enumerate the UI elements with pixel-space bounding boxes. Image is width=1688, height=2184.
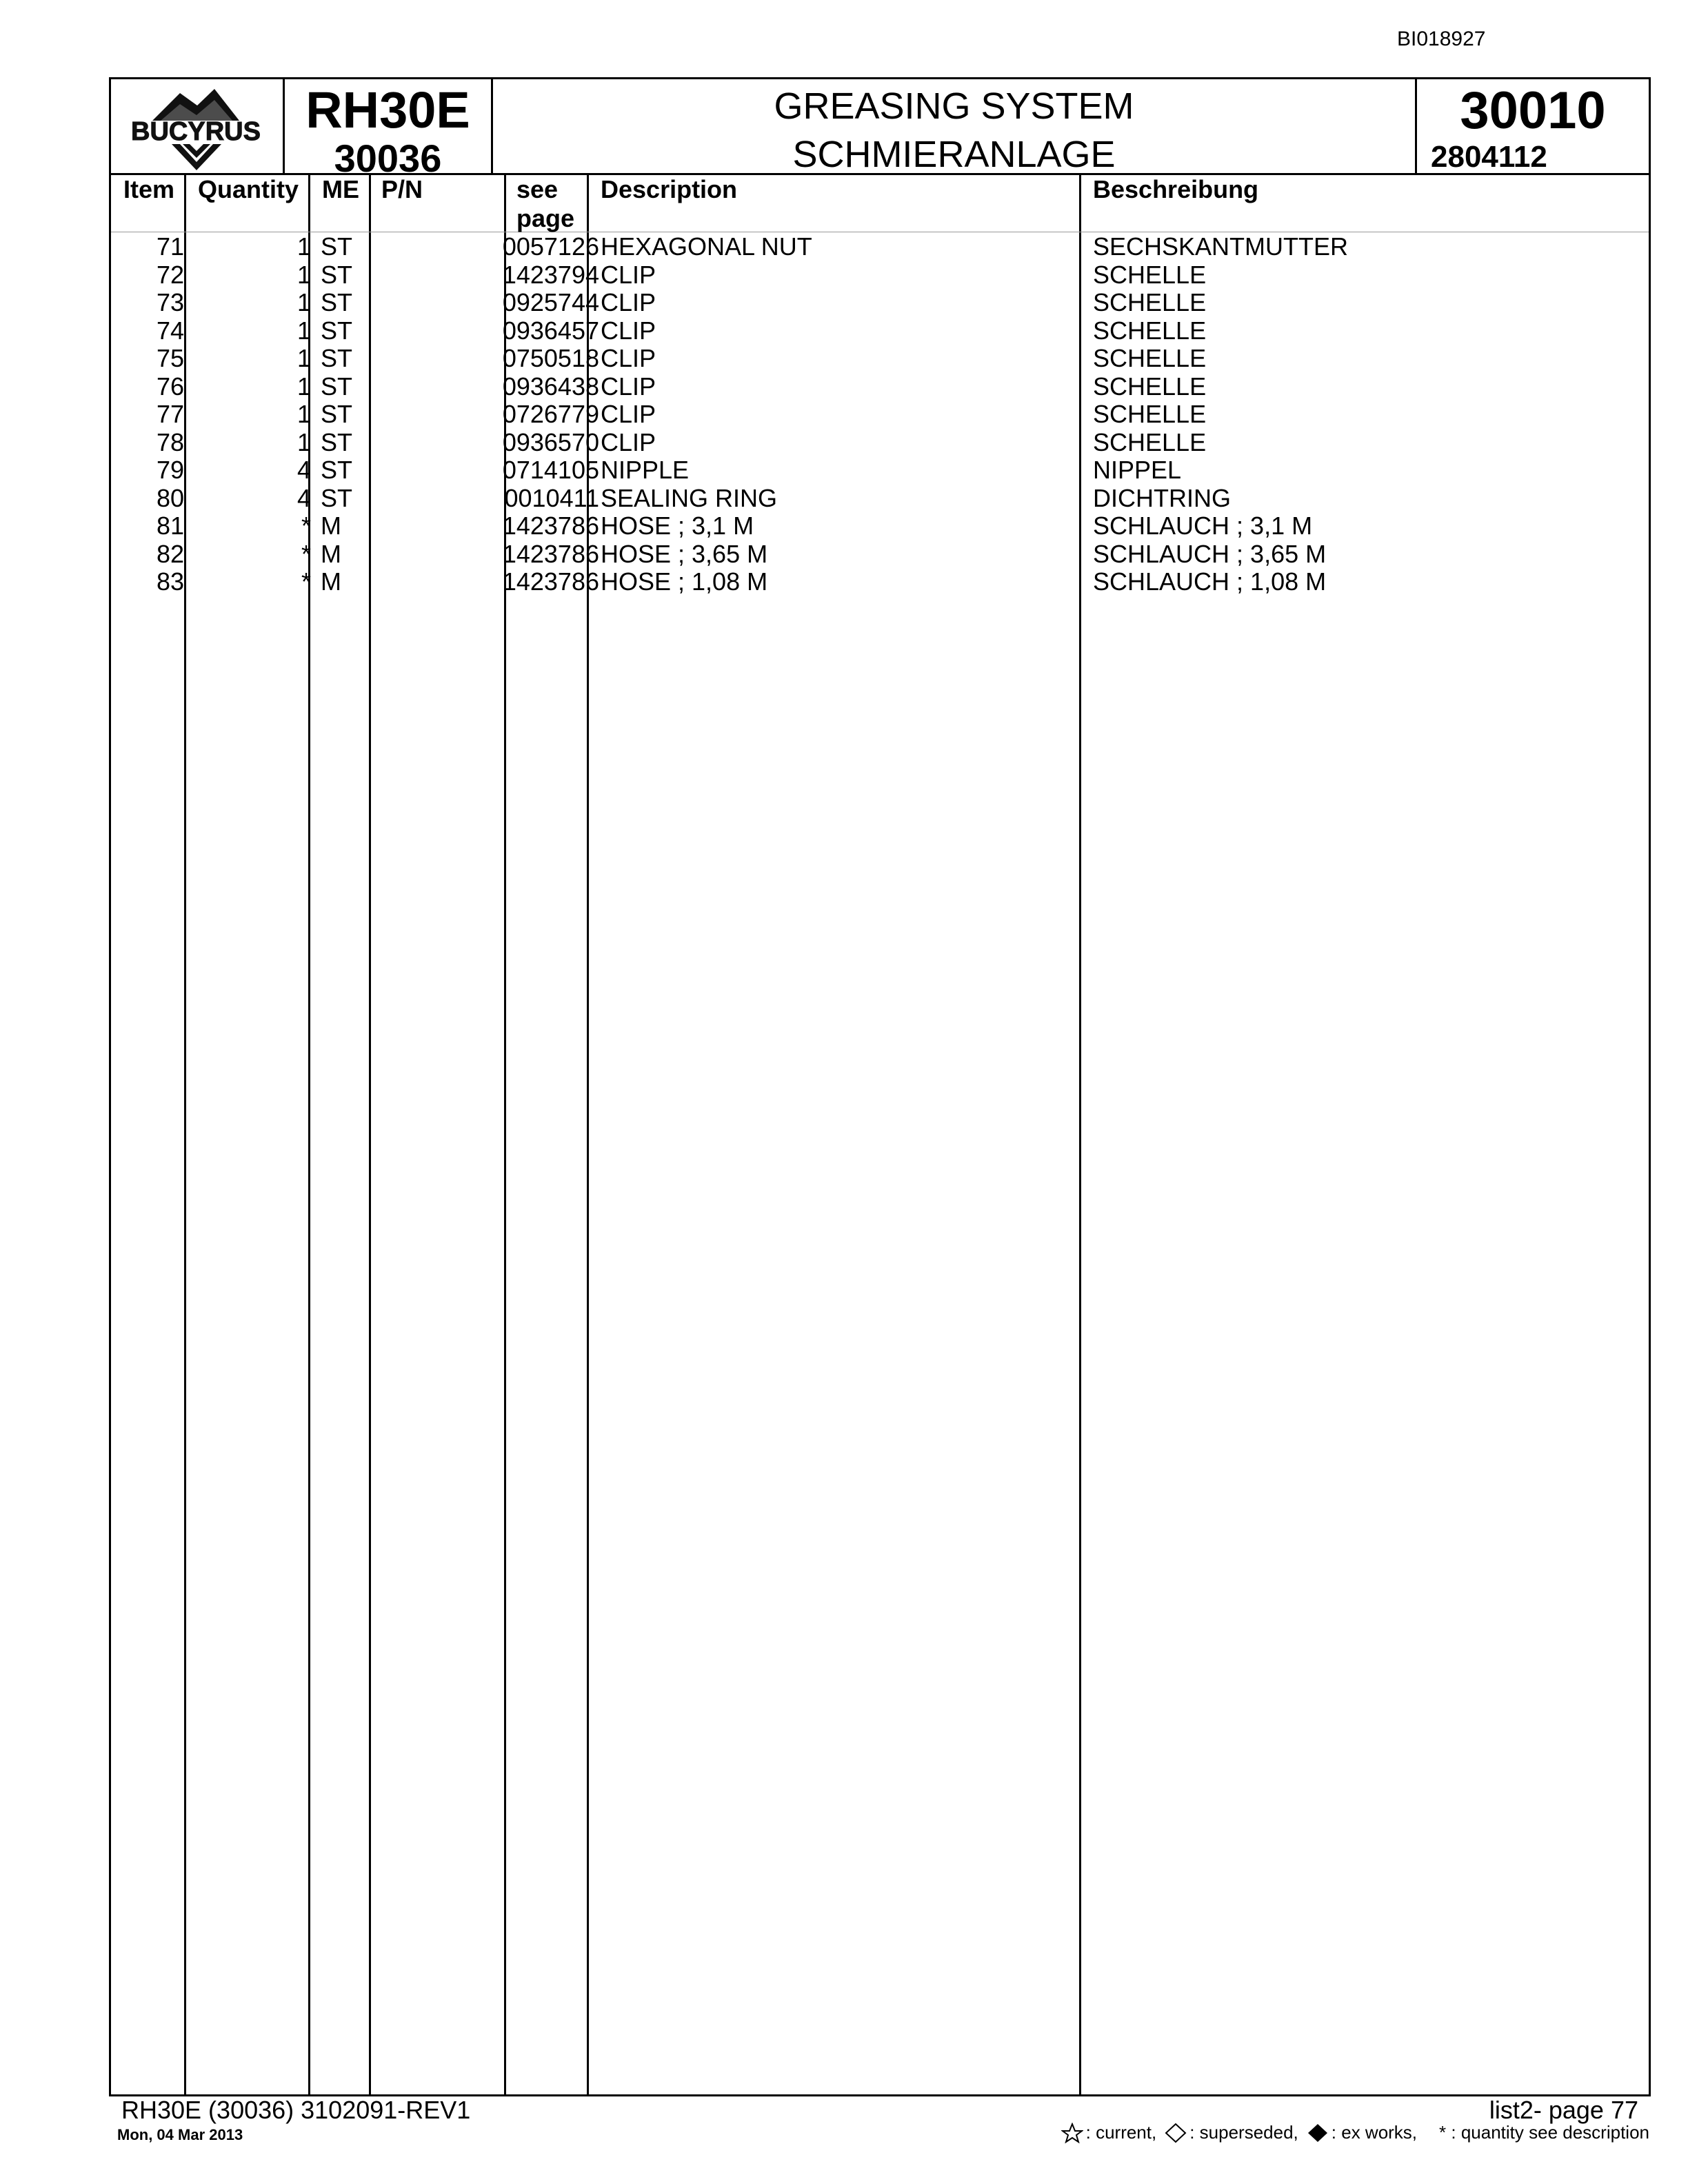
- cell-quantity: *: [301, 539, 311, 568]
- cell-beschreibung: SCHELLE: [1093, 427, 1207, 456]
- diamond-outline-icon: [1165, 2123, 1187, 2143]
- cell-item: 83: [156, 567, 184, 596]
- cell-item: 81: [156, 512, 184, 540]
- legend-current: : current,: [1085, 2122, 1157, 2143]
- cell-part-number: 0936438: [502, 372, 599, 401]
- cell-description: SEALING RING: [601, 483, 778, 512]
- cell-quantity: 1: [297, 400, 311, 428]
- cell-quantity: 1: [297, 316, 311, 345]
- cell-description: CLIP: [601, 260, 656, 289]
- footer-legend: [1061, 2122, 1649, 2143]
- cell-part-number: 1423786: [502, 567, 599, 596]
- cell-part-number: 0936570: [502, 427, 599, 456]
- model-number: RH30E: [305, 81, 470, 139]
- assembly-part-number: 2804112: [1431, 140, 1547, 174]
- column-header-item: Item: [123, 175, 175, 203]
- cell-description: NIPPLE: [601, 456, 690, 484]
- cell-part-number: 0936457: [502, 316, 599, 345]
- cell-item: 71: [156, 232, 184, 261]
- cell-description: HOSE ; 3,1 M: [601, 512, 754, 540]
- cell-me: ST: [321, 344, 353, 372]
- cell-item: 75: [156, 344, 184, 372]
- title-english: GREASING SYSTEM: [774, 85, 1134, 127]
- cell-quantity: *: [301, 512, 311, 540]
- svg-text:BUCYRUS: BUCYRUS: [131, 117, 261, 146]
- cell-description: CLIP: [601, 400, 656, 428]
- cell-quantity: 4: [297, 456, 311, 484]
- table-row: [111, 289, 1649, 317]
- cell-part-number: 1423786: [502, 512, 599, 540]
- group-number: 30010: [1460, 81, 1606, 140]
- column-header-description: Description: [601, 175, 738, 203]
- model-cell: [285, 79, 493, 180]
- cell-item: 76: [156, 372, 184, 401]
- table-row: [111, 429, 1649, 457]
- cell-part-number: 0057126: [502, 232, 599, 261]
- cell-beschreibung: SCHELLE: [1093, 260, 1207, 289]
- cell-beschreibung: DICHTRING: [1093, 483, 1231, 512]
- cell-quantity: 1: [297, 232, 311, 261]
- diamond-filled-icon: [1307, 2123, 1329, 2143]
- column-header-pn: P/N: [381, 175, 423, 203]
- table-row: [111, 456, 1649, 485]
- table-row: [111, 373, 1649, 401]
- cell-beschreibung: SCHLAUCH ; 3,1 M: [1093, 512, 1313, 540]
- cell-description: CLIP: [601, 316, 656, 345]
- document-code: BI018927: [1397, 28, 1486, 50]
- cell-me: ST: [321, 316, 353, 345]
- column-header-me: ME: [322, 175, 359, 203]
- table-row: [111, 233, 1649, 261]
- cell-description: CLIP: [601, 372, 656, 401]
- cell-beschreibung: SCHELLE: [1093, 372, 1207, 401]
- cell-me: ST: [321, 288, 353, 316]
- group-number-cell: [1417, 79, 1649, 173]
- parts-table: [109, 174, 1651, 2096]
- cell-item: 72: [156, 260, 184, 289]
- cell-quantity: 1: [297, 427, 311, 456]
- table-row: [111, 401, 1649, 429]
- column-header-see-page: [516, 175, 574, 233]
- legend-quantity: * : quantity see description: [1439, 2122, 1649, 2143]
- column-header-page: page: [516, 204, 575, 232]
- cell-item: 74: [156, 316, 184, 345]
- cell-beschreibung: SCHELLE: [1093, 288, 1207, 316]
- cell-item: 78: [156, 427, 184, 456]
- footer-date: Mon, 04 Mar 2013: [117, 2126, 243, 2143]
- table-row: [111, 540, 1649, 569]
- column-header-see: see: [516, 175, 559, 203]
- cell-description: HOSE ; 1,08 M: [601, 567, 768, 596]
- cell-me: ST: [321, 456, 353, 484]
- cell-me: M: [321, 539, 341, 568]
- table-row: [111, 568, 1649, 596]
- cell-item: 80: [156, 483, 184, 512]
- cell-me: ST: [321, 483, 353, 512]
- cell-part-number: 1423786: [502, 539, 599, 568]
- cell-quantity: 4: [297, 483, 311, 512]
- cell-item: 73: [156, 288, 184, 316]
- cell-me: ST: [321, 260, 353, 289]
- cell-quantity: 1: [297, 344, 311, 372]
- footer-document-reference: RH30E (30036) 3102091-REV1: [121, 2096, 471, 2124]
- table-row: [111, 485, 1649, 513]
- cell-beschreibung: SCHLAUCH ; 1,08 M: [1093, 567, 1327, 596]
- cell-beschreibung: SCHELLE: [1093, 344, 1207, 372]
- cell-description: CLIP: [601, 344, 656, 372]
- cell-description: HEXAGONAL NUT: [601, 232, 812, 261]
- cell-me: ST: [321, 427, 353, 456]
- cell-beschreibung: NIPPEL: [1093, 456, 1182, 484]
- legend-ex-works: : ex works,: [1331, 2122, 1418, 2143]
- column-header-beschreibung: Beschreibung: [1093, 175, 1259, 203]
- cell-description: CLIP: [601, 427, 656, 456]
- cell-part-number: 0726779: [502, 400, 599, 428]
- cell-quantity: *: [301, 567, 311, 596]
- bucyrus-logo: [111, 79, 281, 173]
- table-row: [111, 345, 1649, 373]
- cell-me: ST: [321, 400, 353, 428]
- cell-item: 77: [156, 400, 184, 428]
- cell-beschreibung: SCHLAUCH ; 3,65 M: [1093, 539, 1327, 568]
- legend-superseded: : superseded,: [1189, 2122, 1298, 2143]
- cell-me: ST: [321, 232, 353, 261]
- footer-page-number: list2- page 77: [1489, 2096, 1638, 2124]
- cell-me: M: [321, 567, 341, 596]
- cell-part-number: 0714105: [502, 456, 599, 484]
- cell-part-number: 1423794: [502, 260, 599, 289]
- cell-beschreibung: SECHSKANTMUTTER: [1093, 232, 1349, 261]
- table-row: [111, 317, 1649, 345]
- cell-quantity: 1: [297, 288, 311, 316]
- logo-cell: [111, 79, 285, 173]
- cell-part-number: 0925744: [502, 288, 599, 316]
- cell-me: M: [321, 512, 341, 540]
- page-header: [109, 77, 1651, 180]
- cell-part-number: 0750518: [502, 344, 599, 372]
- cell-item: 79: [156, 456, 184, 484]
- model-serial: 30036: [334, 136, 442, 180]
- cell-quantity: 1: [297, 260, 311, 289]
- cell-description: HOSE ; 3,65 M: [601, 539, 768, 568]
- cell-description: CLIP: [601, 288, 656, 316]
- star-outline-icon: [1061, 2123, 1083, 2143]
- table-row: [111, 512, 1649, 540]
- title-german: SCHMIERANLAGE: [792, 134, 1116, 175]
- cell-beschreibung: SCHELLE: [1093, 400, 1207, 428]
- cell-part-number: 0010411: [504, 483, 599, 512]
- cell-me: ST: [321, 372, 353, 401]
- title-cell: [493, 79, 1417, 173]
- cell-beschreibung: SCHELLE: [1093, 316, 1207, 345]
- table-row: [111, 261, 1649, 290]
- cell-item: 82: [156, 539, 184, 568]
- column-header-quantity: Quantity: [198, 175, 299, 203]
- cell-quantity: 1: [297, 372, 311, 401]
